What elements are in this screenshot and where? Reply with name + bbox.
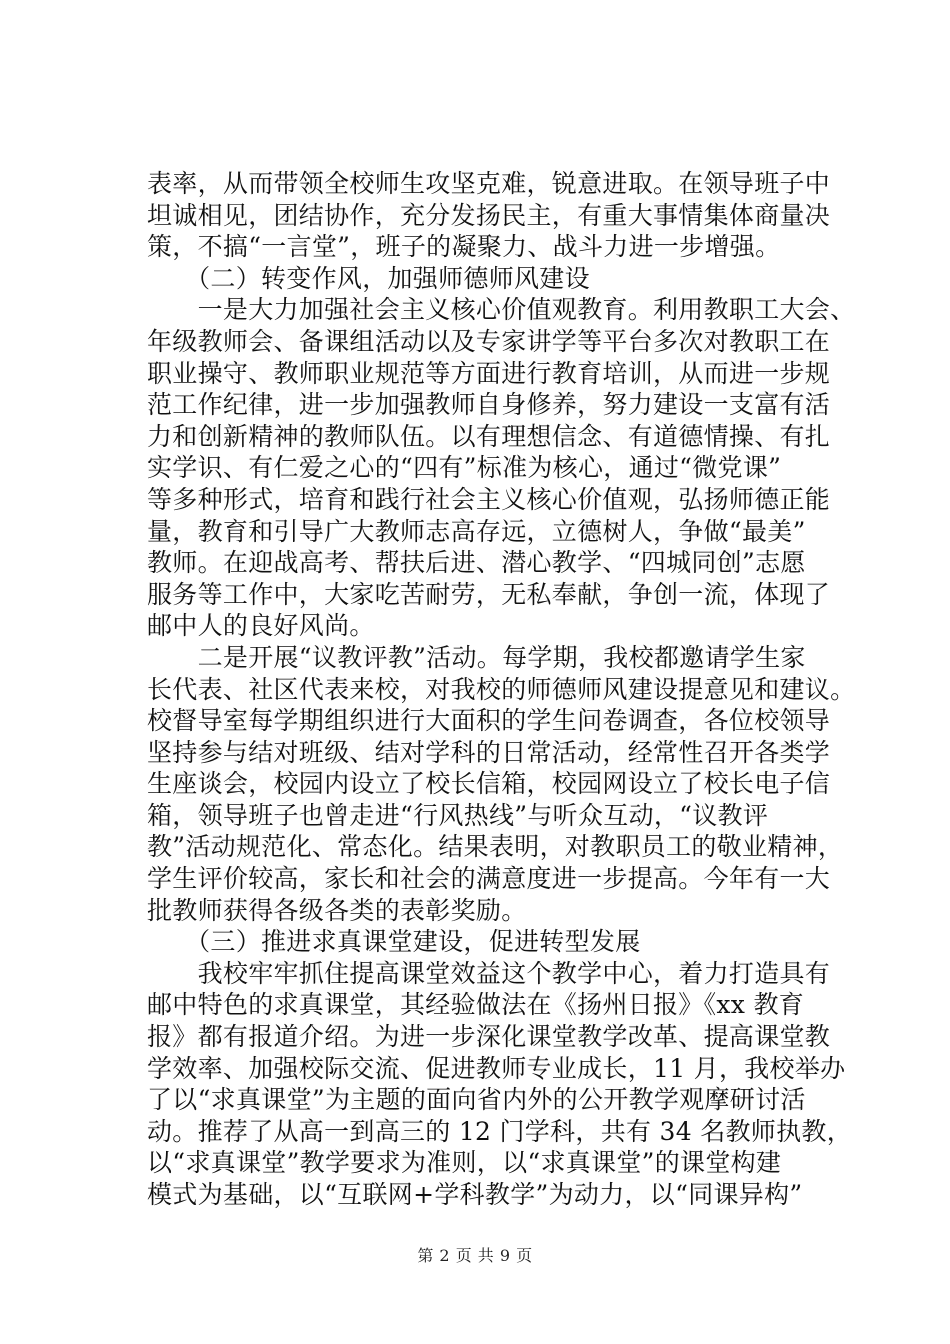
text-line: 了以“求真课堂”为主题的面向省内外的公开教学观摩研讨活 xyxy=(147,1085,806,1115)
text-line: 生座谈会，校园内设立了校长信箱，校园网设立了校长电子信 xyxy=(147,769,831,799)
text-line: 等多种形式，培育和践行社会主义核心价值观，弘扬师德正能 xyxy=(147,484,831,514)
text-line: 力和创新精神的教师队伍。以有理想信念、有道德情操、有扎 xyxy=(147,421,831,451)
text-line: 邮中特色的求真课堂，其经验做法在《扬州日报》《xx 教育 xyxy=(147,990,805,1020)
text-line: 教”活动规范化、常态化。结果表明，对教职员工的敬业精神， xyxy=(147,832,844,862)
text-line: 量，教育和引导广大教师志高存远，立德树人，争做“最美” xyxy=(147,516,806,546)
text-line: 学生评价较高，家长和社会的满意度进一步提高。今年有一大 xyxy=(147,864,831,894)
text-line: 校督导室每学期组织进行大面积的学生问卷调查，各位校领导 xyxy=(147,706,831,736)
text-line: 坦诚相见，团结协作，充分发扬民主，有重大事情集体商量决 xyxy=(147,200,831,230)
text-line: 坚持参与结对班级、结对学科的日常活动，经常性召开各类学 xyxy=(147,737,831,767)
body-text xyxy=(147,168,856,1211)
text-line: 一是大力加强社会主义核心价值观教育。利用教职工大会、 xyxy=(147,295,856,325)
text-line: 职业操守、教师职业规范等方面进行教育培训，从而进一步规 xyxy=(147,358,831,388)
text-line: 教师。在迎战高考、帮扶后进、潜心教学、“四城同创”志愿 xyxy=(147,548,806,578)
text-line: 年级教师会、备课组活动以及专家讲学等平台多次对教职工在 xyxy=(147,326,831,356)
text-line: 长代表、社区代表来校，对我校的师德师风建设提意见和建议。 xyxy=(147,674,856,704)
page-number-footer: 第 2 页 共 9 页 xyxy=(417,1246,533,1265)
text-line: 实学识、有仁爱之心的“四有”标准为核心，通过“微党课” xyxy=(147,453,782,483)
text-line: 策，不搞“一言堂”，班子的凝聚力、战斗力进一步增强。 xyxy=(147,232,781,262)
section-heading: （二）转变作风，加强师德师风建设 xyxy=(147,263,590,293)
text-line: 动。推荐了从高一到高三的 12 门学科，共有 34 名教师执教， xyxy=(147,1116,853,1146)
text-line: 服务等工作中，大家吃苦耐劳，无私奉献，争创一流，体现了 xyxy=(147,579,831,609)
section-heading: （三）推进求真课堂建设，促进转型发展 xyxy=(147,927,641,957)
text-line: 二是开展“议教评教”活动。每学期，我校都邀请学生家 xyxy=(147,642,806,672)
text-line: 以“求真课堂”教学要求为准则，以“求真课堂”的课堂构建 xyxy=(147,1148,782,1178)
text-line: 报》都有报道介绍。为进一步深化课堂教学改革、提高课堂教 xyxy=(147,1022,831,1052)
text-line: 批教师获得各级各类的表彰奖励。 xyxy=(147,895,527,925)
text-line: 模式为基础，以“互联网+学科教学”为动力，以“同课异构” xyxy=(147,1180,803,1209)
text-line: 表率，从而带领全校师生攻坚克难，锐意进取。在领导班子中 xyxy=(147,169,831,198)
text-line: 箱，领导班子也曾走进“行风热线”与听众互动，“议教评 xyxy=(147,800,769,830)
text-line: 学效率、加强校际交流、促进教师专业成长，11 月，我校举办 xyxy=(147,1053,846,1083)
text-line: 邮中人的良好风尚。 xyxy=(147,611,375,641)
text-line: 我校牢牢抓住提高课堂效益这个教学中心，着力打造具有 xyxy=(147,958,831,988)
text-line: 范工作纪律，进一步加强教师自身修养，努力建设一支富有活 xyxy=(147,390,831,420)
